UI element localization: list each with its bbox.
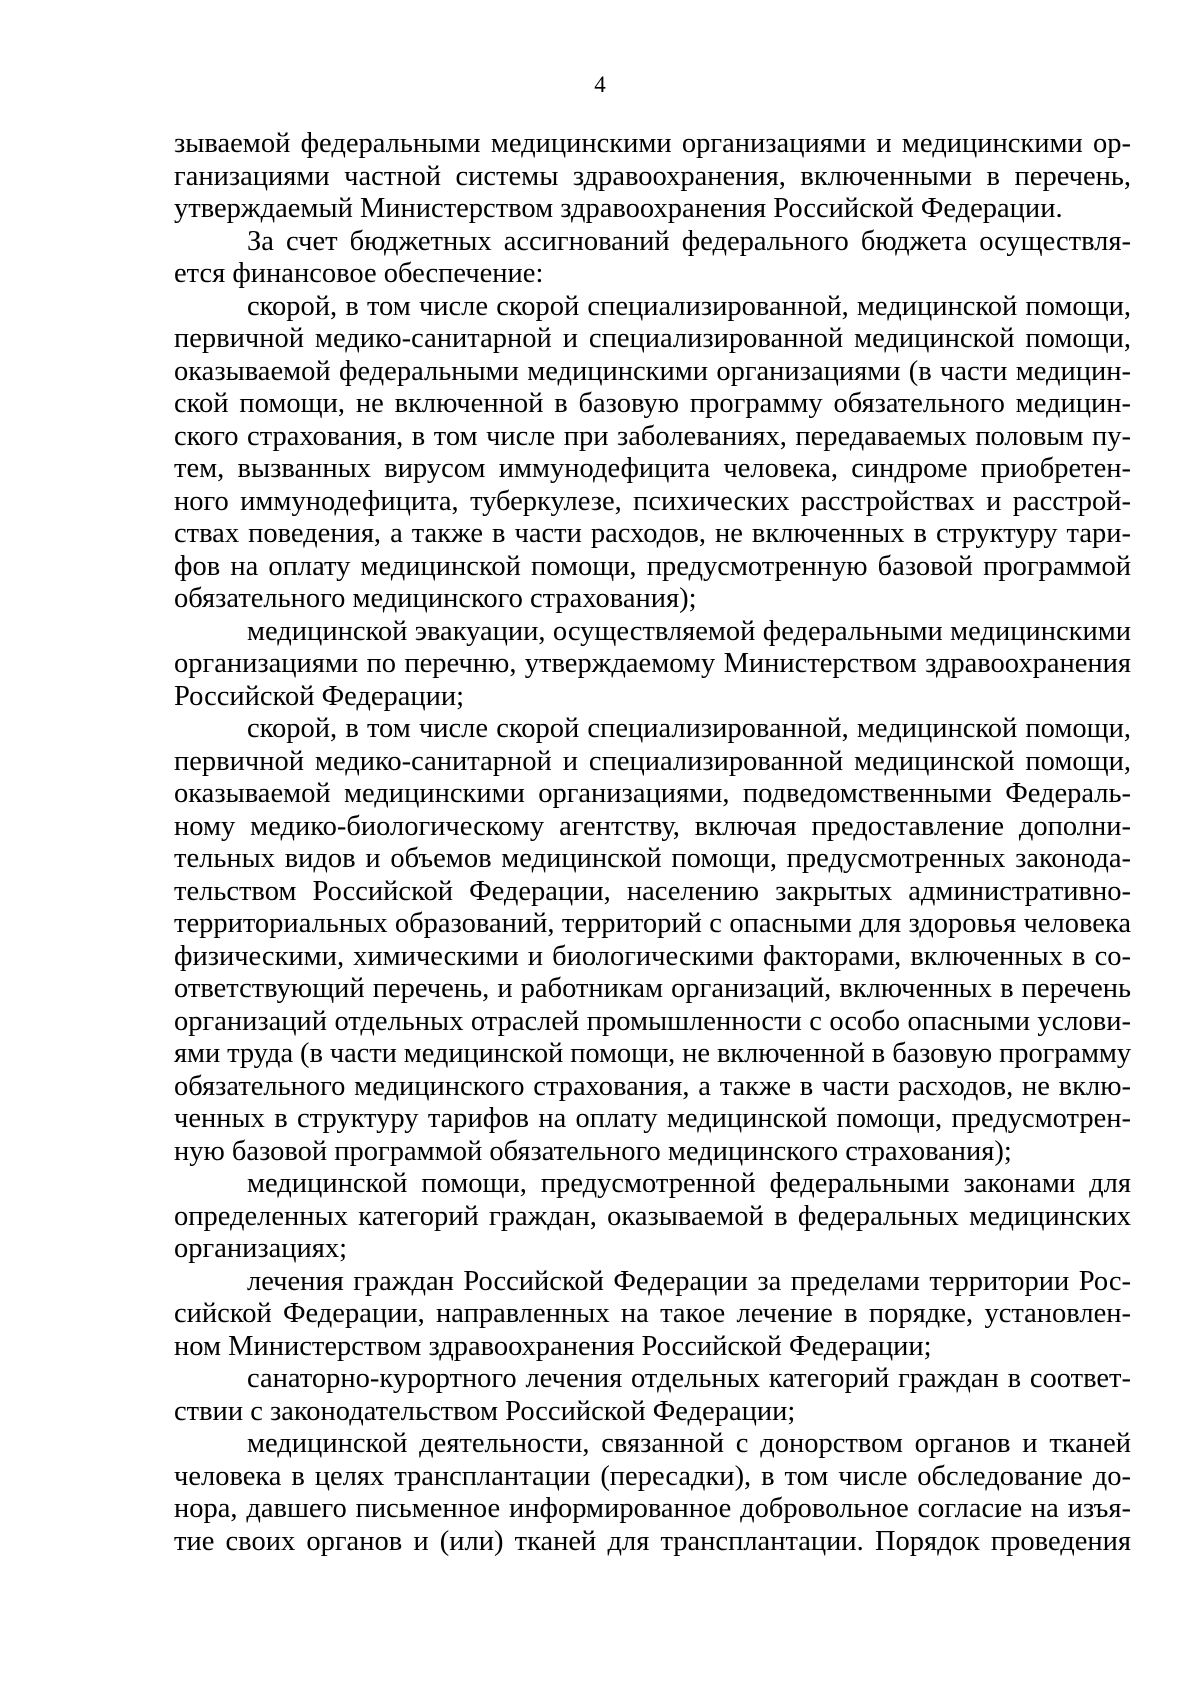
text-line: ответствующий перечень, и работникам организаций, включенных в перечень <box>174 973 1131 1004</box>
text-line: медицинской эвакуации, осуществляемой федеральными медицинскими <box>247 615 1131 647</box>
text-line: территориальных образований, территорий с опасными для здоровья человека <box>174 908 1131 939</box>
text-line: ствах поведения, а также в части расходов, не включенных в структуру тари- <box>174 518 1131 549</box>
text-line: сийской Федерации, направленных на такое лечение в порядке, установлен- <box>174 1298 1131 1329</box>
text-line: ному медико-биологическому агентству, включая предоставление дополни- <box>174 810 1131 842</box>
text-line: медицинской помощи, предусмотренной федеральными законами для <box>247 1168 1131 1199</box>
paragraph-treatment-abroad <box>174 1266 1131 1364</box>
paragraph-federal-budget <box>174 226 1131 291</box>
text-line: ганизациями частной системы здравоохранения, включенными в перечень, <box>174 160 1131 192</box>
page-number: 4 <box>594 72 606 97</box>
text-line: тем, вызванных вирусом иммунодефицита человека, синдроме приобретен- <box>174 453 1131 484</box>
text-line: ную базовой программой обязательного медицинского страхования); <box>174 1135 1012 1167</box>
paragraph-emergency-care-federal <box>174 291 1131 616</box>
text-line: ного иммунодефицита, туберкулезе, психических расстройствах и расстрой- <box>174 485 1131 517</box>
paragraph-federal-law-care <box>174 1168 1131 1266</box>
text-line: За счет бюджетных ассигнований федерального бюджета осуществля- <box>247 225 1131 257</box>
text-line: фов на оплату медицинской помощи, предусмотренную базовой программой <box>174 550 1131 582</box>
text-line: ского страхования, в том числе при заболеваниях, передаваемых половым пу- <box>174 420 1131 452</box>
text-line: медицинской деятельности, связанной с донорством органов и тканей <box>247 1428 1131 1459</box>
text-line: оказываемой федеральными медицинскими организациями (в части медицин- <box>174 355 1131 387</box>
text-line: ской помощи, не включенной в базовую программу обязательного медицин- <box>174 388 1131 419</box>
text-line: определенных категорий граждан, оказываемой в федеральных медицинских <box>174 1200 1131 1232</box>
paragraph-emergency-care-fmba <box>174 713 1131 1168</box>
document-body <box>174 128 1131 1558</box>
text-line: тельством Российской Федерации, населению закрытых административно- <box>174 875 1131 907</box>
text-line: обязательного медицинского страхования); <box>174 583 697 614</box>
text-line: обязательного медицинского страхования, а также в части расходов, не вклю- <box>174 1070 1131 1102</box>
paragraph-sanatorium-treatment <box>174 1363 1131 1428</box>
text-line: организациями по перечню, утверждаемому Министерством здравоохранения <box>174 648 1131 679</box>
text-line: скорой, в том числе скорой специализированной, медицинской помощи, <box>247 713 1131 744</box>
paragraph-organ-donation <box>174 1428 1131 1558</box>
paragraph-continuation <box>174 128 1131 226</box>
text-line: оказываемой медицинскими организациями, подведомственными Федераль- <box>174 778 1131 809</box>
text-line: ется финансовое обеспечение: <box>174 258 544 289</box>
text-line: организациях; <box>174 1233 348 1264</box>
text-line: организаций отдельных отраслей промышленности с особо опасными услови- <box>174 1005 1131 1037</box>
text-line: первичной медико-санитарной и специализированной медицинской помощи, <box>174 323 1131 354</box>
text-line: санаторно-курортного лечения отдельных категорий граждан в соответ- <box>247 1363 1131 1394</box>
text-line: ствии с законодательством Российской Федерации; <box>174 1395 796 1427</box>
paragraph-medical-evacuation <box>174 616 1131 714</box>
text-line: зываемой федеральными медицинскими организациями и медицинскими ор- <box>174 128 1131 159</box>
text-line: тельных видов и объемов медицинской помощи, предусмотренных законода- <box>174 843 1131 874</box>
text-line: ченных в структуру тарифов на оплату медицинской помощи, предусмотрен- <box>174 1103 1131 1134</box>
text-line: тие своих органов и (или) тканей для трансплантации. Порядок проведения <box>174 1525 1131 1557</box>
text-line: ном Министерством здравоохранения Российской Федерации; <box>174 1330 932 1362</box>
text-line: физическими, химическими и биологическими факторами, включенных в со- <box>174 940 1131 972</box>
text-line: скорой, в том числе скорой специализированной, медицинской помощи, <box>247 290 1131 322</box>
text-line: Российской Федерации; <box>174 680 465 712</box>
text-line: ями труда (в части медицинской помощи, не включенной в базовую программу <box>174 1038 1131 1069</box>
text-line: первичной медико-санитарной и специализированной медицинской помощи, <box>174 745 1131 777</box>
text-line: лечения граждан Российской Федерации за пределами территории Рос- <box>247 1265 1131 1297</box>
text-line: утверждаемый Министерством здравоохранения Российской Федерации. <box>174 193 1063 224</box>
text-line: нора, давшего письменное информированное добровольное согласие на изъя- <box>174 1493 1131 1524</box>
text-line: человека в целях трансплантации (пересадки), в том числе обследование до- <box>174 1460 1131 1492</box>
